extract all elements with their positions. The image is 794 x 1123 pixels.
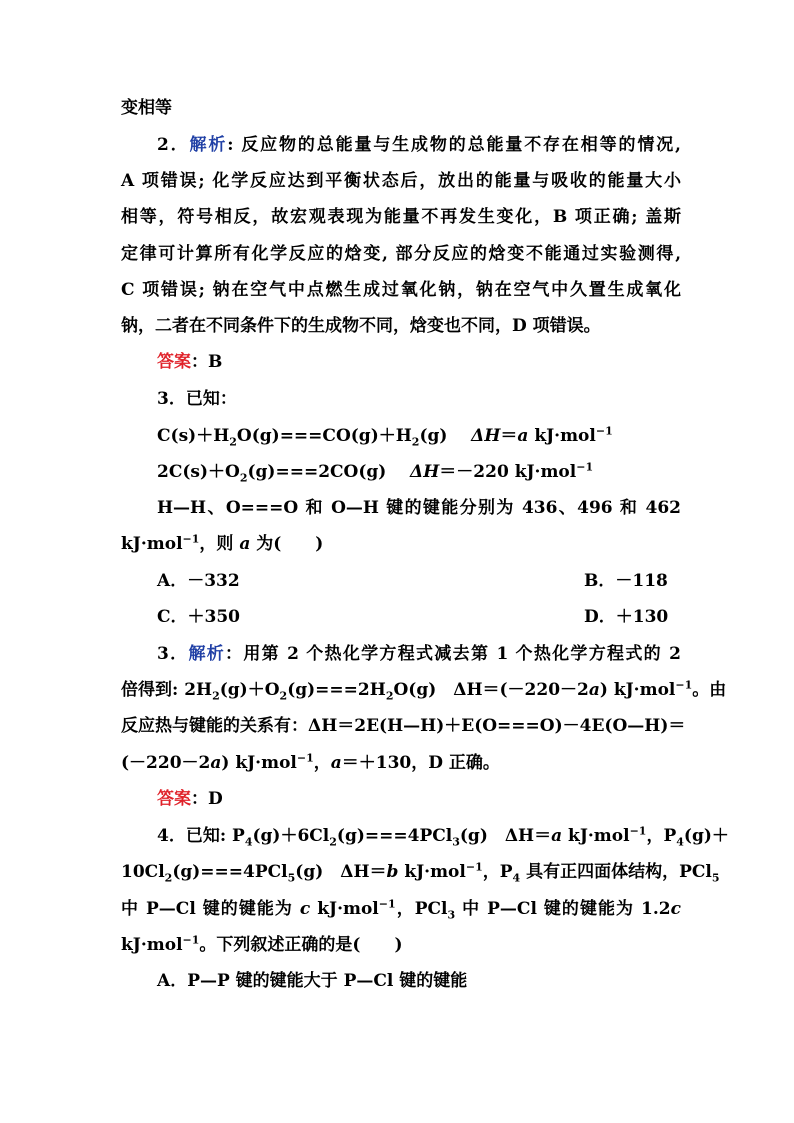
options-row-1 [157,569,681,593]
text-line: 中 P—Cl 键的键能为 c kJ·mol$^{-1}$，PCl$_3$ 中 P—Cl 键的键能为 1.2c [121,897,681,922]
option-c: C．＋350 [157,607,241,627]
option-b: B．－118 [584,571,668,591]
options-row-2 [157,605,681,629]
text-line: C 项错误; 钠在空气中点燃生成过氧化钠，钠在空气中久置生成氧化 [121,280,681,300]
option-a: A．－332 [157,571,240,591]
answer-label: 答案 [157,789,191,809]
text-line: A 项错误; 化学反应达到平衡状态后，放出的能量与吸收的能量大小 [121,171,681,191]
text-line: 钠，二者在不同条件下的生成物不同，焓变也不同，D 项错误。 [121,316,601,336]
text-line: 定律可计算所有化学反应的焓变, 部分反应的焓变不能通过实验测得, [121,244,681,264]
equation-2: $2C(s)+O_2(g)===2CO(g)$ ΔH＝－220 kJ·mol$^{-1}$ [157,460,594,485]
option-a-line: A．P—P 键的键能大于 P—Cl 键的键能 [157,971,468,991]
text-line: (－220－2a) kJ·mol$^{-1}$，a＝＋130，D 正确。 [121,751,500,773]
text-line: 倍得到: $2H_2(g)+O_2(g)===2H_2O(g)$ ΔH＝(－220－2a) kJ·mol$^{-1}$。由 [121,678,727,703]
text-line: H—H、O===O 和 O—H 键的键能分别为 436、496 和 462 [157,498,681,518]
question-4-line: 4．已知: $P_4(g)+6Cl_2(g)===4PCl_3(g)$ ΔH＝a kJ·mol$^{-1}$，$P_4(g)+$ [157,824,729,849]
text-line: kJ·mol$^{-1}$。下列叙述正确的是( ) [121,933,403,955]
explanation-label: 解析 [188,644,226,664]
option-d: D．＋130 [584,607,669,627]
explanation-label: 解析 [189,135,228,155]
answer-line: 答案：D [157,789,223,809]
q2-explanation-line: 2．解析: 反应物的总能量与生成物的总能量不存在相等的情况, [157,135,681,155]
text-line: 变相等 [121,98,172,118]
text-line: 相等，符号相反，故宏观表现为能量不再发生变化，B 项正确; 盖斯 [121,207,681,227]
q3-explanation-line: 3．解析：用第 2 个热化学方程式减去第 1 个热化学方程式的 2 [157,644,681,664]
text-line: $10Cl_2(g)===4PCl_5(g)$ ΔH＝b kJ·mol$^{-1}$，$P_4$ 具有正四面体结构，PCl$_5$ [121,860,720,885]
answer-label: 答案 [157,352,191,372]
text-line: 反应热与键能的关系有：ΔH＝2E(H—H)＋E(O===O)－4E(O—H)＝ [121,716,686,736]
equation-1: $C(s)+H_2O(g)===CO(g)+H_2(g)$ ΔH＝a kJ·mol$^{-1}$ [157,424,613,449]
text-line: kJ·mol$^{-1}$，则 a 为( ) [121,532,324,554]
question-title: 3．已知： [157,389,237,409]
answer-line: 答案：B [157,352,223,372]
